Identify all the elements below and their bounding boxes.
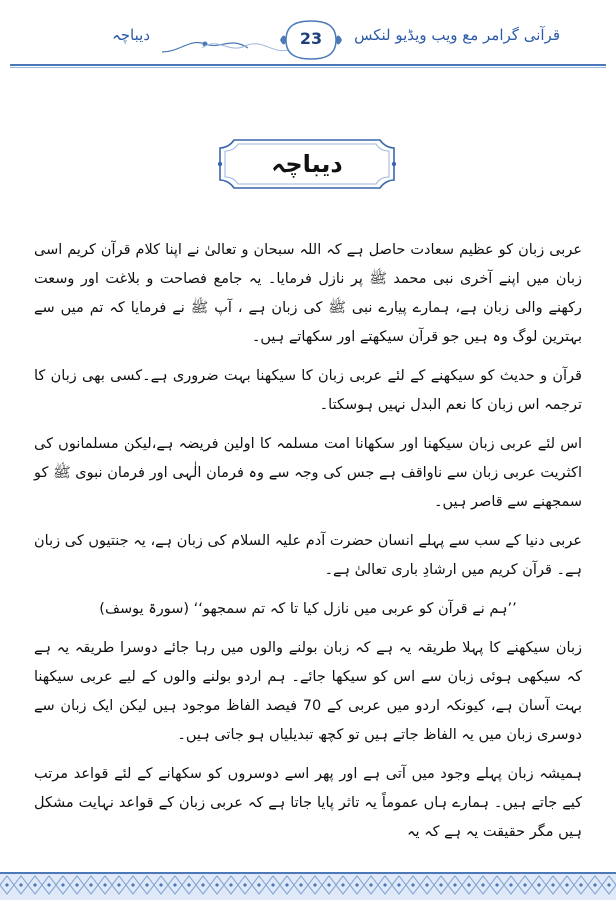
- body-text: [34, 236, 582, 857]
- paragraph-1: عربی زبان کو عظیم سعادت حاصل ہے کہ اللہ سبحان و تعالیٰ نے اپنا کلام قرآن کریم اسی زبان میں اپنے آخری نبی محمد ﷺ پر نازل فرمایا۔ یہ جامع فصاحت و بلاغت اور وسعت رکھنے والی زبان ہے، ہمارے پیارے نبی ﷺ کی زبان ہے ، آپ ﷺ نے فرمایا کہ تم میں سے بہترین لوگ وہ ہیں جو قرآن سیکھتے اور سکھاتے ہیں۔: [34, 242, 582, 345]
- page-title: دیباچہ: [271, 150, 343, 178]
- paragraph-3: اس لئے عربی زبان سیکھنا اور سکھانا امت مسلمہ کا اولین فریضہ ہے،لیکن مسلمانوں کی اکثریت عربی زبان سے ناواقف ہے جس کی وجہ سے وہ فرمان الٰہی اور فرمان نبوی ﷺ کو سمجھنے سے قاصر ہیں۔: [34, 436, 582, 510]
- page-number: 23: [299, 29, 323, 48]
- chapter-header-title: دیباچہ: [111, 26, 150, 44]
- paragraph-6: ہمیشہ زبان پہلے وجود میں آتی ہے اور پھر اسے دوسروں کو سکھانے کے لئے قواعد مرتب کیے جاتے ہیں۔ ہمارے ہاں عموماً یہ تاثر پایا جاتا ہے کہ عربی زبان کے قواعد نہایت مشکل ہیں مگر حقیقت یہ ہے کہ یہ: [34, 766, 582, 840]
- header-flourish-mid: [200, 28, 290, 58]
- page-header: [10, 22, 606, 68]
- paragraph-2: قرآن و حدیث کو سیکھنے کے لئے عربی زبان کا سیکھنا بہت ضروری ہے۔کسی بھی زبان کا ترجمہ اس زبان کا نعم البدل نہیں ہوسکتا۔: [34, 368, 582, 413]
- paragraph-4: عربی دنیا کے سب سے پہلے انسان حضرت آدم علیہ السلام کی زبان ہے، یہ جنتیوں کی زبان ہے۔ قرآن کریم میں ارشادِ باری تعالیٰ ہے۔: [34, 533, 582, 578]
- footer-border: [0, 870, 616, 900]
- header-rule: [10, 64, 606, 66]
- title-cartouche: [218, 136, 396, 192]
- running-title: قرآنی گرامر مع ویب ویڈیو لنکس: [354, 26, 560, 44]
- quran-quote: ’’ہم نے قرآن کو عربی میں نازل کیا تا کہ تم سمجھو‘‘ (سورۃ یوسف): [99, 601, 517, 617]
- header-rule-thin: [10, 67, 606, 68]
- paragraph-5: زبان سیکھنے کا پہلا طریقہ یہ ہے کہ زبان بولنے والوں میں رہا جائے دوسرا طریقہ یہ ہے کہ سیکھی ہوئی زبان سے اس کو سیکھا جائے۔ ہم اردو بولنے والوں کے لیے عربی سیکھنا بہت آسان ہے، کیونکہ اردو میں عربی کے 70 فیصد الفاظ موجود ہیں لیکن ایک زبان سے دوسری زبان میں یہ الفاظ جاتے ہیں تو کچھ تبدیلیاں ہو جاتی ہیں۔: [34, 640, 582, 743]
